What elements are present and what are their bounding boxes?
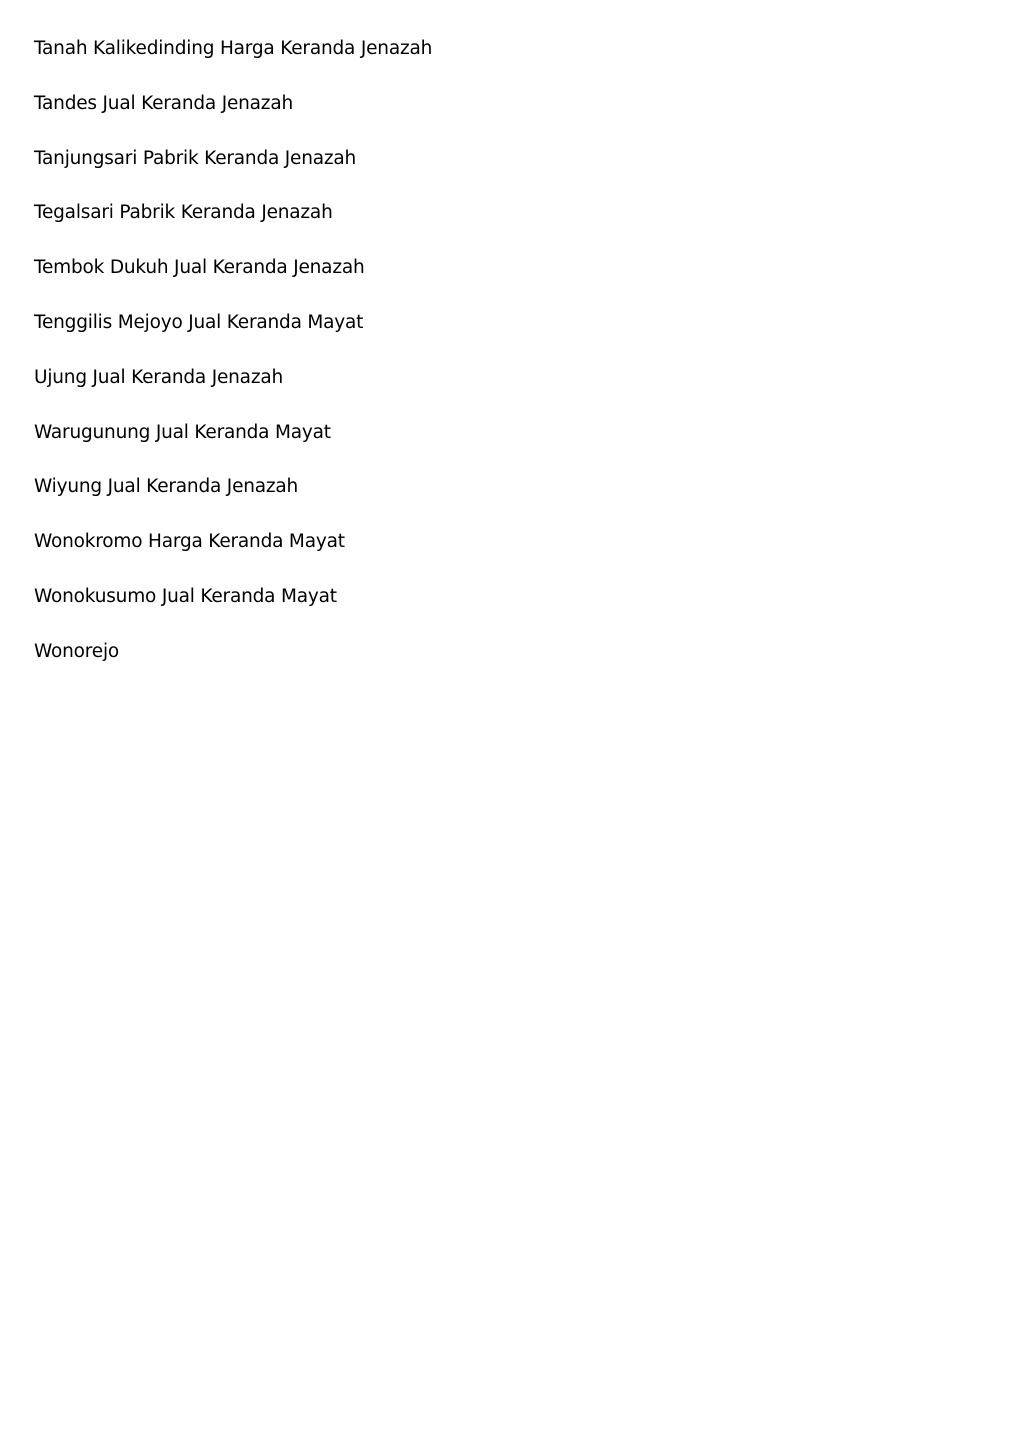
- list-item: Tenggilis Mejoyo Jual Keranda Mayat: [34, 311, 364, 333]
- list-item: Tegalsari Pabrik Keranda Jenazah: [34, 202, 333, 224]
- list-item: Tembok Dukuh Jual Keranda Jenazah: [34, 257, 365, 279]
- list-item: Warugunung Jual Keranda Mayat: [34, 421, 331, 443]
- list-item: Wiyung Jual Keranda Jenazah: [34, 476, 299, 498]
- list-item: Wonorejo: [34, 640, 120, 662]
- location-list: [34, 37, 432, 695]
- list-item: Wonokromo Harga Keranda Mayat: [34, 531, 345, 553]
- list-item: Tandes Jual Keranda Jenazah: [34, 92, 293, 114]
- list-item: Ujung Jual Keranda Jenazah: [34, 366, 283, 388]
- list-item: Wonokusumo Jual Keranda Mayat: [34, 585, 337, 607]
- list-item: Tanah Kalikedinding Harga Keranda Jenazah: [34, 38, 433, 59]
- list-item: Tanjungsari Pabrik Keranda Jenazah: [34, 147, 357, 169]
